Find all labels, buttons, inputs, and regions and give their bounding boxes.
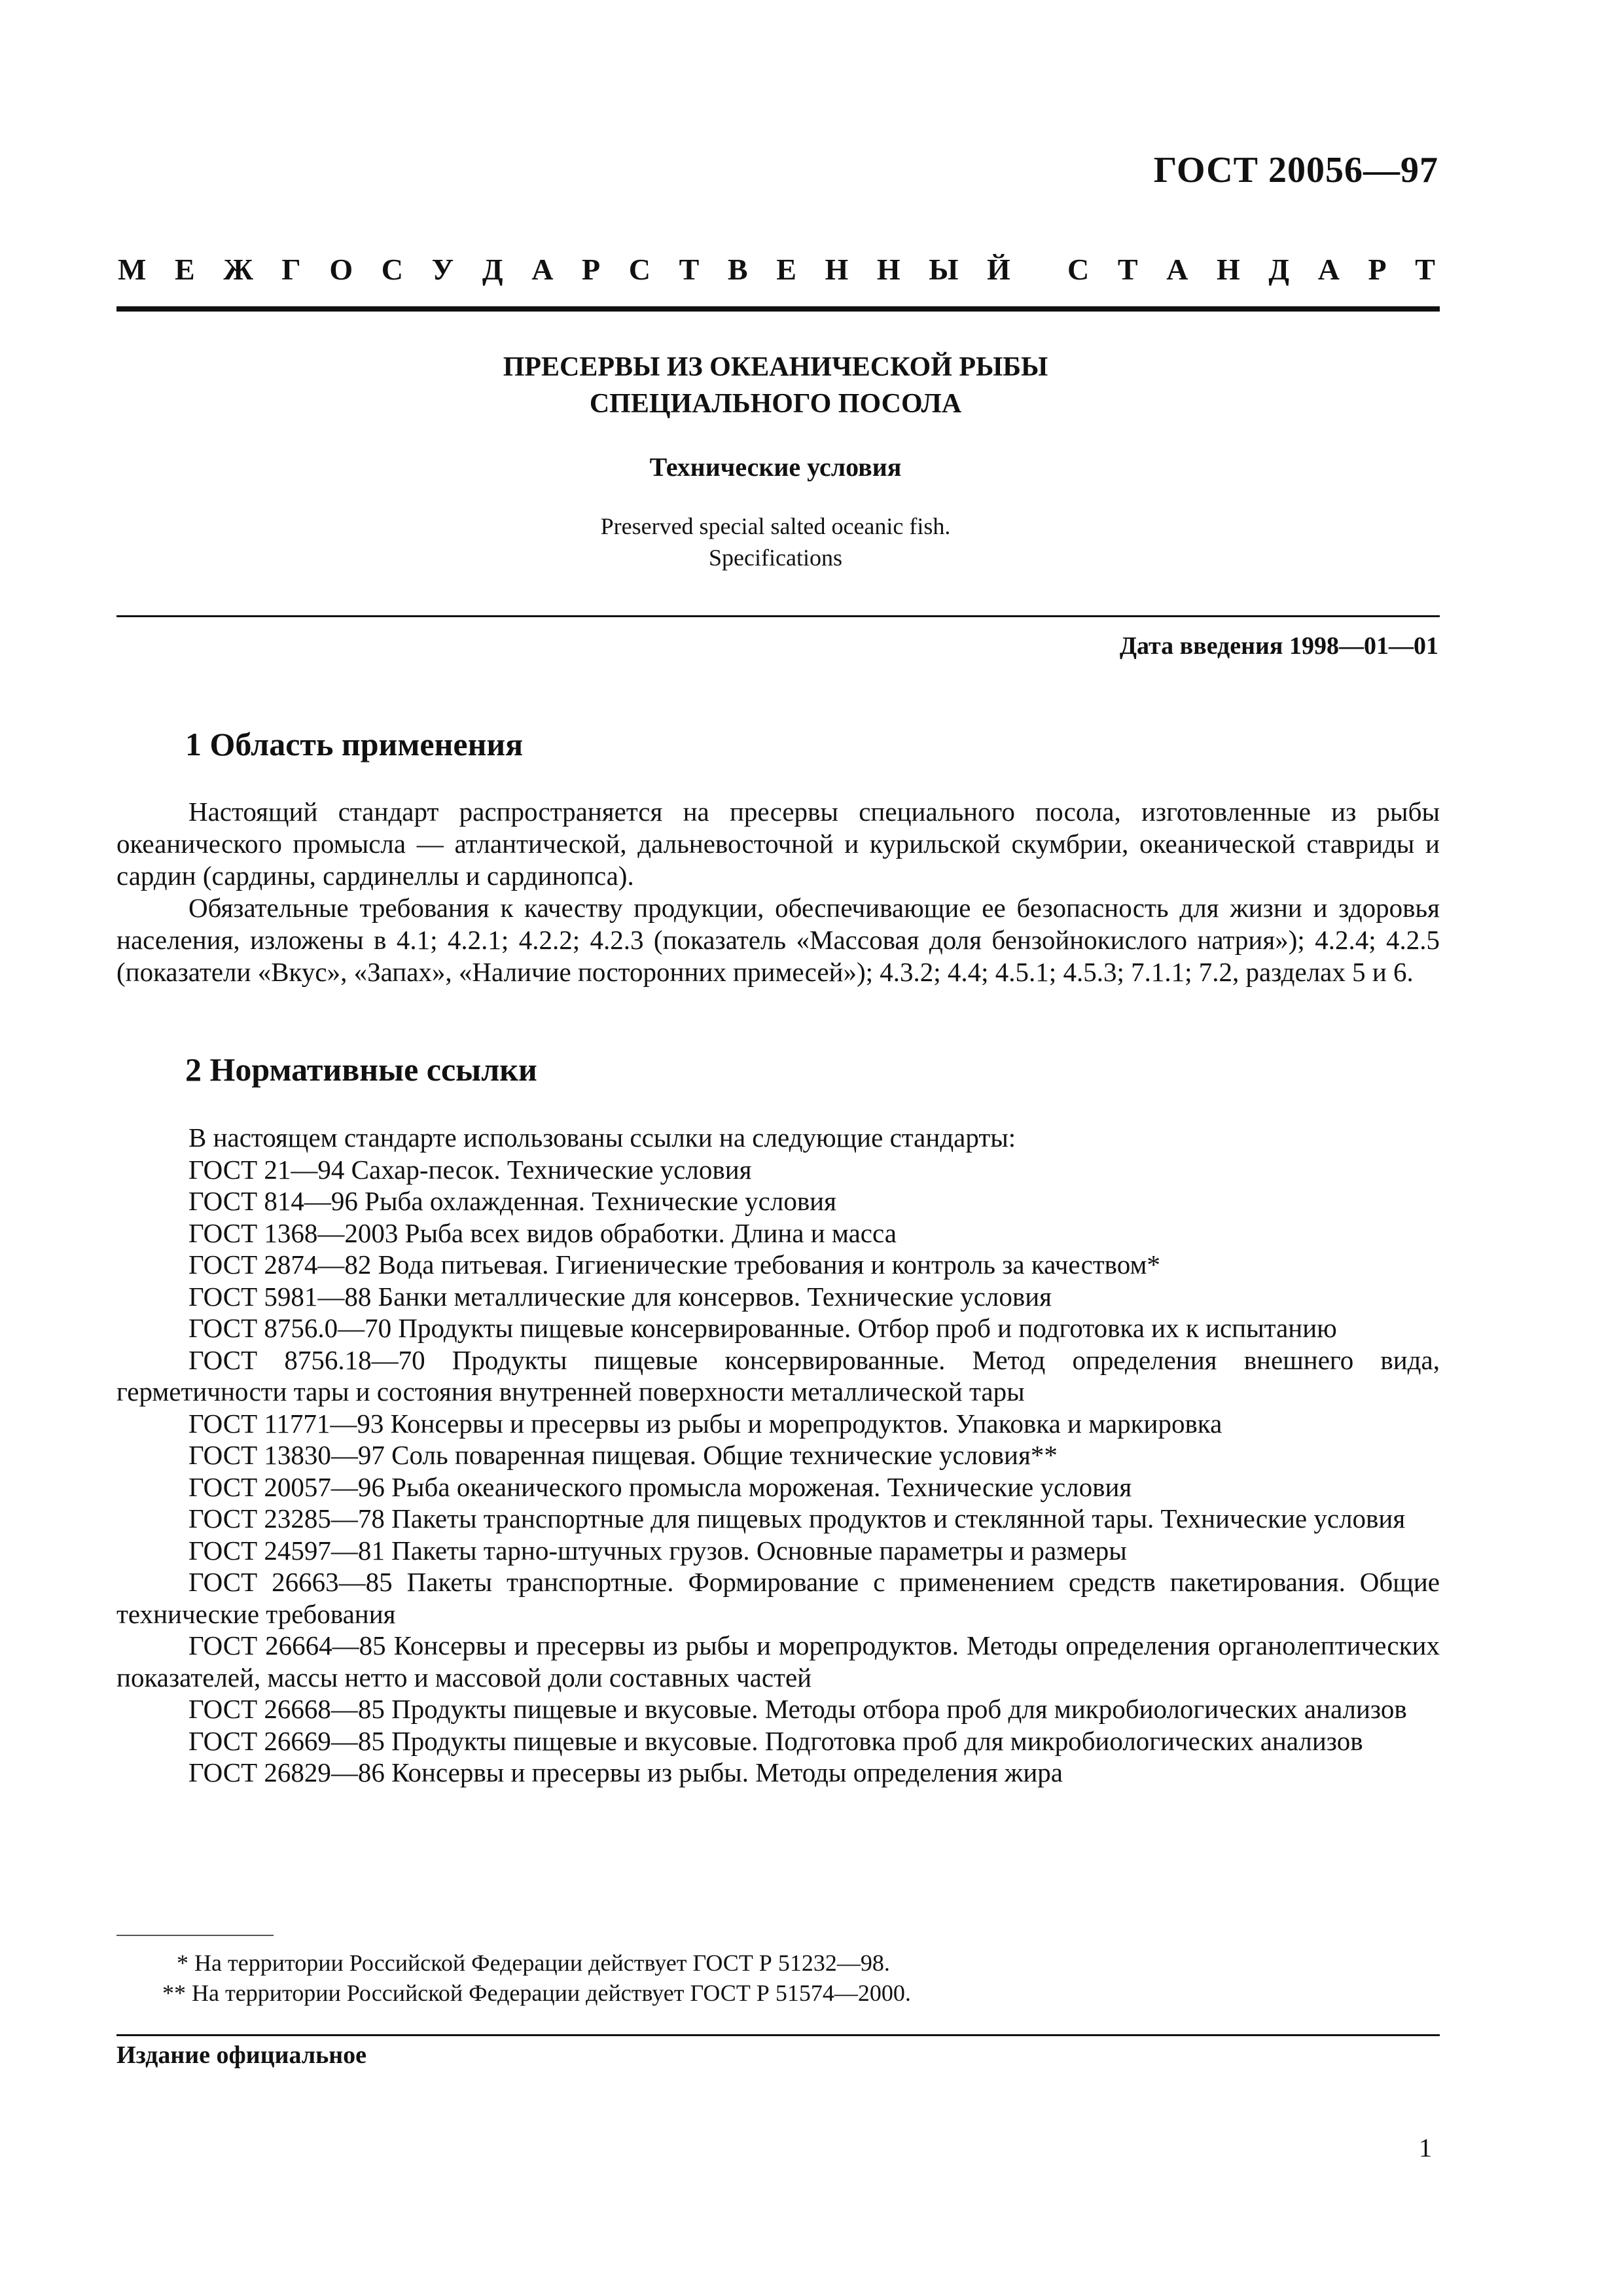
reference-item: ГОСТ 26829—86 Консервы и пресервы из рыбы. Методы определения жира bbox=[188, 1757, 1063, 1787]
section-2-title: 2 Нормативные ссылки bbox=[185, 1051, 537, 1088]
reference-item: ГОСТ 23285—78 Пакеты транспортные для пищевых продуктов и стеклянной тары. Технические условия bbox=[188, 1503, 1406, 1534]
footnote: ** На территории Российской Федерации действует ГОСТ Р 51574—2000. bbox=[162, 1980, 911, 2006]
paragraph: Обязательные требования к качеству продукции, обеспечивающие ее безопасность для жизни и здоровья населения, изложены в 4.1; 4.2.1; 4.2.2; 4.2.3 (показатель «Массовая доля бензойнокислого натрия»); 4.2.4; 4.2.5 (показатели «Вкус», «Запах», «Наличие посторонних примесей»); 4.3.2; 4.4; 4.5.1; 4.5.3; 7.1.1; 7.2, разделах 5 и 6. bbox=[116, 893, 1440, 987]
heading-letter: С bbox=[628, 253, 651, 286]
heading-letter: Е bbox=[175, 253, 195, 286]
heading-letter: Н bbox=[825, 253, 849, 286]
reference-item: ГОСТ 13830—97 Соль поваренная пищевая. Общие технические условия** bbox=[188, 1440, 1058, 1470]
heading-letter: Р bbox=[1368, 253, 1387, 286]
english-title-line-2: Specifications bbox=[709, 545, 842, 571]
footnote: * На территории Российской Федерации действует ГОСТ Р 51232—98. bbox=[177, 1950, 890, 1976]
reference-item: ГОСТ 26663—85 Пакеты транспортные. Формирование с применением средств пакетирования. Общие технические требования bbox=[116, 1567, 1440, 1629]
heading-letter: Й bbox=[987, 253, 1010, 286]
reference-item: ГОСТ 21—94 Сахар-песок. Технические условия bbox=[188, 1154, 752, 1185]
footnotes bbox=[162, 1948, 1420, 2008]
edition-label: Издание официальное bbox=[116, 2041, 367, 2069]
reference-item: ГОСТ 26668—85 Продукты пищевые и вкусовые. Методы отбора проб для микробиологических анализов bbox=[188, 1694, 1407, 1724]
title-line-1: ПРЕСЕРВЫ ИЗ ОКЕАНИЧЕСКОЙ РЫБЫ bbox=[503, 352, 1048, 382]
heading-letter: Н bbox=[1217, 253, 1240, 286]
english-title-line-1: Preserved special salted oceanic fish. bbox=[600, 513, 951, 539]
reference-item: ГОСТ 2874—82 Вода питьевая. Гигиенические требования и контроль за качеством* bbox=[188, 1249, 1160, 1280]
heading-letter: Т bbox=[1415, 253, 1435, 286]
reference-item: ГОСТ 1368—2003 Рыба всех видов обработки. Длина и масса bbox=[188, 1217, 897, 1248]
english-title bbox=[0, 511, 1551, 573]
reference-item: ГОСТ 5981—88 Банки металлические для консервов. Технические условия bbox=[188, 1281, 1052, 1312]
reference-item: ГОСТ 20057—96 Рыба океанического промысла мороженая. Технические условия bbox=[188, 1471, 1132, 1502]
section-1-body bbox=[116, 796, 1440, 988]
reference-item: ГОСТ 8756.18—70 Продукты пищевые консервированные. Метод определения внешнего вида, герметичности тары и состояния внутренней поверхности металлической тары bbox=[116, 1344, 1440, 1407]
reference-item: ГОСТ 814—96 Рыба охлажденная. Технические условия bbox=[188, 1186, 836, 1216]
footnote-divider bbox=[116, 1935, 274, 1936]
section-1-title: 1 Область применения bbox=[185, 726, 524, 762]
heading-letter: Р bbox=[582, 253, 601, 286]
references-intro: В настоящем стандарте использованы ссылки на следующие стандарты: bbox=[188, 1122, 1016, 1153]
heading-letter: М bbox=[118, 253, 147, 286]
header-divider bbox=[116, 306, 1440, 312]
reference-item: ГОСТ 11771—93 Консервы и пресервы из рыбы и морепродуктов. Упаковка и маркировка bbox=[188, 1408, 1222, 1439]
standard-type-heading bbox=[118, 252, 1435, 287]
title-divider bbox=[116, 615, 1440, 617]
reference-item: ГОСТ 8756.0—70 Продукты пищевые консервированные. Отбор проб и подготовка их к испытанию bbox=[188, 1313, 1337, 1343]
heading-letter: С bbox=[1067, 253, 1090, 286]
heading-letter: А bbox=[1317, 253, 1340, 286]
references-list bbox=[116, 1122, 1440, 1789]
heading-letter: Ы bbox=[929, 253, 959, 286]
title-line-2: СПЕЦИАЛЬНОГО ПОСОЛА bbox=[589, 389, 962, 419]
reference-item: ГОСТ 24597—81 Пакеты тарно-штучных грузов. Основные параметры и размеры bbox=[188, 1535, 1127, 1566]
document-title bbox=[0, 349, 1551, 422]
reference-item: ГОСТ 26669—85 Продукты пищевые и вкусовые. Подготовка проб для микробиологических анализов bbox=[188, 1725, 1363, 1756]
heading-letter: Д bbox=[1268, 253, 1290, 286]
heading-letter: Е bbox=[776, 253, 796, 286]
heading-letter: О bbox=[329, 253, 353, 286]
heading-letter: Г bbox=[281, 253, 301, 286]
heading-letter: Ж bbox=[223, 253, 253, 286]
heading-letter: А bbox=[1166, 253, 1188, 286]
heading-letter: У bbox=[431, 253, 454, 286]
heading-letter: Т bbox=[679, 253, 700, 286]
heading-letter: Д bbox=[482, 253, 503, 286]
paragraph: Настоящий стандарт распространяется на пресервы специального посола, изготовленные из рыбы океанического промысла — атлантической, дальневосточной и курильской скумбрии, океанической ставриды и сардин (сардины, сардинеллы и сардинопса). bbox=[116, 797, 1440, 891]
page-number: 1 bbox=[1419, 2133, 1432, 2162]
heading-letter: Н bbox=[876, 253, 901, 286]
reference-item: ГОСТ 26664—85 Консервы и пресервы из рыбы и морепродуктов. Методы определения органолептических показателей, массы нетто и массовой доли составных частей bbox=[116, 1630, 1440, 1693]
introduction-date: Дата введения 1998—01—01 bbox=[1119, 632, 1438, 660]
document-subtitle: Технические условия bbox=[649, 452, 902, 482]
document-code: ГОСТ 20056—97 bbox=[1153, 150, 1438, 190]
footer-divider bbox=[116, 2034, 1440, 2036]
heading-letter: Т bbox=[1117, 253, 1138, 286]
heading-letter: В bbox=[727, 253, 748, 286]
heading-letter: С bbox=[381, 253, 403, 286]
heading-letter: А bbox=[531, 253, 554, 286]
